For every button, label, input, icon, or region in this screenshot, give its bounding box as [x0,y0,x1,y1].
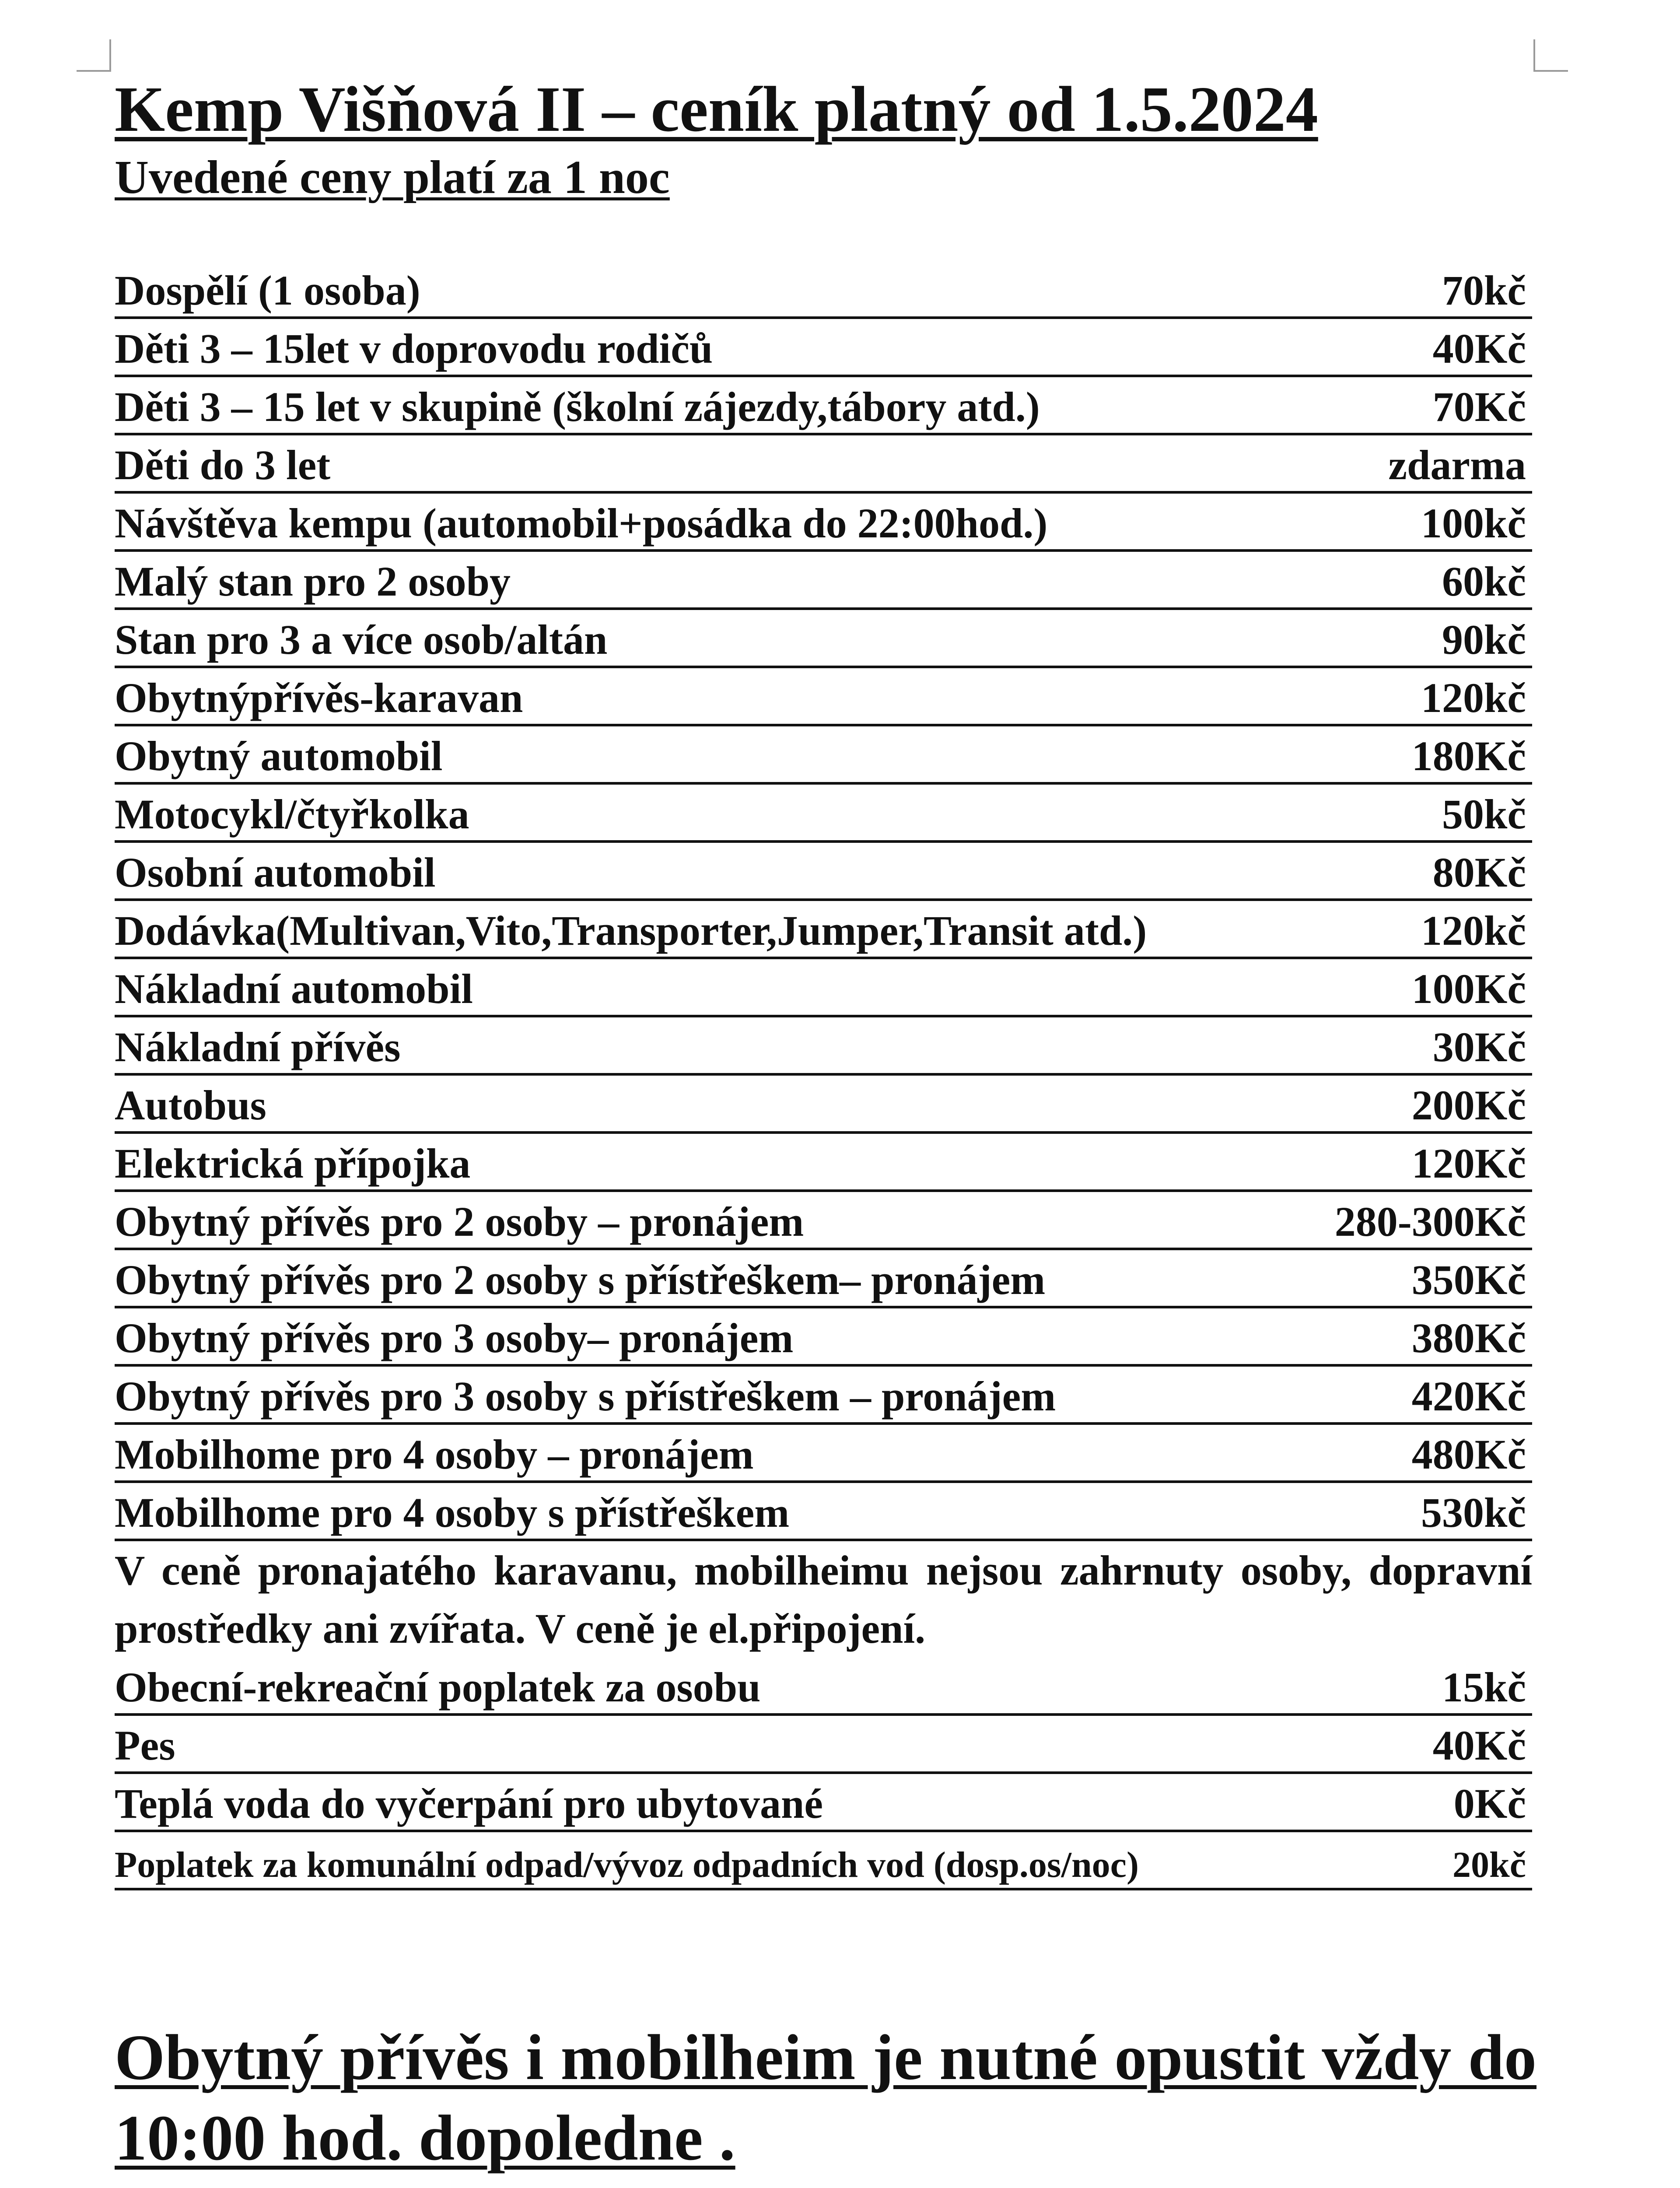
price-rows-main [115,261,1532,1541]
price-row [115,785,1532,843]
price-row [115,843,1532,901]
price-value: 120kč [1421,674,1526,721]
price-item-label: Pes [115,1722,175,1769]
price-item-label: Děti do 3 let [115,442,331,488]
price-row [115,1774,1532,1832]
price-item-label: Děti 3 – 15let v doprovodu rodičů [115,325,713,372]
price-row [115,319,1532,377]
price-value: 40Kč [1432,1722,1526,1769]
price-item-label: Mobilhome pro 4 osoby s přístřeškem [115,1489,790,1536]
page-subtitle: Uvedené ceny platí za 1 noc [115,151,670,203]
price-row [115,1483,1532,1541]
price-item-label: Obytný přívěs pro 2 osoby – pronájem [115,1198,804,1245]
price-value: zdarma [1388,442,1526,488]
price-row [115,1134,1532,1192]
price-value: 380Kč [1411,1315,1526,1361]
price-row [115,435,1532,494]
price-item-label: Návštěva kempu (automobil+posádka do 22:00hod.) [115,500,1048,547]
price-row [115,1367,1532,1425]
crop-mark-top-left [77,39,111,72]
checkout-notice: Obytný přívěs i mobilheim je nutné opustit vždy do 10:00 hod. dopoledne . [115,2022,1536,2174]
price-value: 15kč [1442,1664,1526,1711]
price-row [115,1192,1532,1250]
price-list [115,261,1532,1890]
price-value: 280-300Kč [1334,1198,1526,1245]
price-item-label: Dodávka(Multivan,Vito,Transporter,Jumper,Transit atd.) [115,907,1147,954]
price-value: 80Kč [1432,849,1526,896]
price-value: 60kč [1442,558,1526,605]
price-row [115,1017,1532,1076]
price-value: 350Kč [1411,1256,1526,1303]
price-item-label: Obytný přívěs pro 3 osoby– pronájem [115,1315,794,1361]
price-item-label: Osobní automobil [115,849,436,896]
price-value: 70kč [1442,267,1526,314]
price-value: 40Kč [1432,325,1526,372]
price-value: 90kč [1442,616,1526,663]
price-item-label: Obytnýpřívěs-karavan [115,674,523,721]
price-item-label: Děti 3 – 15 let v skupině (školní zájezdy,tábory atd.) [115,383,1040,430]
price-value: 200Kč [1411,1082,1526,1129]
price-value: 120Kč [1411,1140,1526,1187]
price-item-label: Teplá voda do vyčerpání pro ubytované [115,1780,823,1827]
price-row [115,494,1532,552]
price-row [115,377,1532,435]
price-value: 120kč [1421,907,1526,954]
price-row [115,552,1532,610]
price-row [115,1076,1532,1134]
price-value: 180Kč [1411,733,1526,779]
price-item-label: Motocykl/čtyřkolka [115,791,469,838]
price-value: 20kč [1452,1844,1526,1885]
price-item-label: Obytný přívěs pro 2 osoby s přístřeškem– pronájem [115,1256,1046,1303]
price-row [115,901,1532,959]
price-item-label: Autobus [115,1082,266,1129]
price-row [115,1716,1532,1774]
price-row [115,1832,1532,1890]
rental-note: V ceně pronajatého karavanu, mobilheimu nejsou zahrnuty osoby, dopravní prostředky ani zvířata. V ceně je el.připojení. [115,1547,1532,1652]
price-item-label: Poplatek za komunální odpad/vývoz odpadních vod (dosp.os/noc) [115,1844,1139,1885]
price-row [115,1308,1532,1367]
document-header [115,70,1536,208]
price-row [115,610,1532,668]
price-item-label: Obytný přívěs pro 3 osoby s přístřeškem – pronájem [115,1373,1056,1420]
price-item-label: Stan pro 3 a více osob/altán [115,616,608,663]
price-item-label: Malý stan pro 2 osoby [115,558,511,605]
price-item-label: Mobilhome pro 4 osoby – pronájem [115,1431,754,1478]
price-item-label: Obecní-rekreační poplatek za osobu [115,1664,761,1711]
price-value: 530kč [1421,1489,1526,1536]
price-row [115,261,1532,319]
crop-mark-top-right [1533,39,1568,72]
price-value: 30Kč [1432,1024,1526,1070]
page-title: Kemp Višňová II – ceník platný od 1.5.2024 [115,74,1318,145]
price-row [115,1658,1532,1716]
price-value: 70Kč [1432,383,1526,430]
price-row [115,726,1532,785]
price-row [115,1250,1532,1308]
price-item-label: Obytný automobil [115,733,443,779]
price-value: 0Kč [1453,1780,1526,1827]
price-value: 50kč [1442,791,1526,838]
price-item-label: Nákladní automobil [115,965,473,1012]
price-item-label: Nákladní přívěs [115,1024,401,1070]
price-value: 420Kč [1411,1373,1526,1420]
price-item-label: Elektrická přípojka [115,1140,471,1187]
price-row [115,1425,1532,1483]
price-item-label: Dospělí (1 osoba) [115,267,420,314]
price-rows-fees [115,1658,1532,1890]
price-value: 100Kč [1411,965,1526,1012]
price-row [115,668,1532,726]
price-row [115,959,1532,1017]
price-value: 100kč [1421,500,1526,547]
price-value: 480Kč [1411,1431,1526,1478]
